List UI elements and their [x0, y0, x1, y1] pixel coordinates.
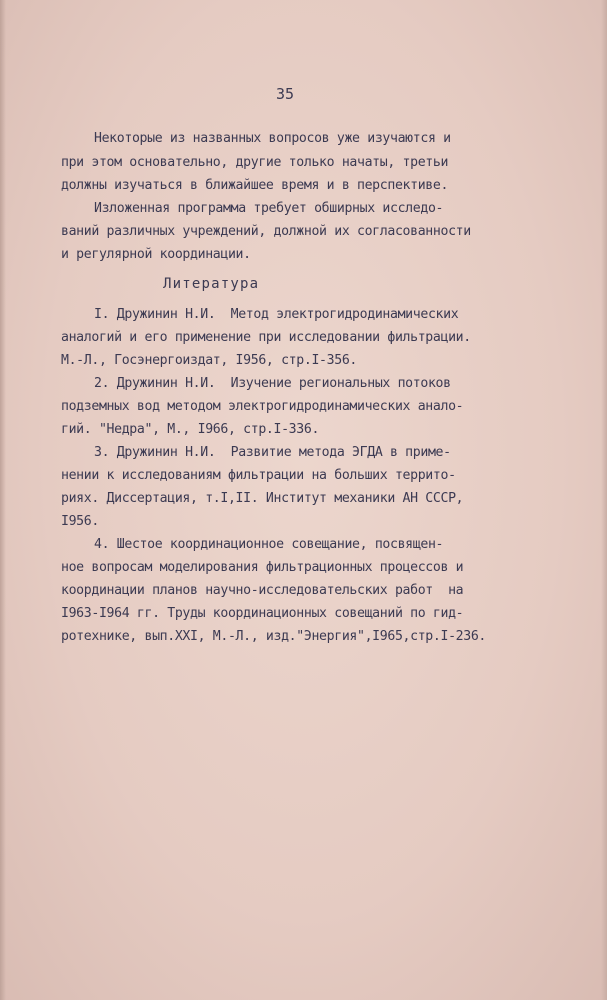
reference-line: нении к исследованиям фильтрации на больших террито- — [61, 468, 456, 483]
reference-line: гий. "Недра", М., I966, стр.I-336. — [61, 422, 320, 437]
intro-line-6: и регулярной координации. — [61, 247, 251, 262]
reference-line: аналогий и его применение при исследовании фильтрации. — [61, 330, 471, 345]
reference-line: I956. — [61, 514, 99, 529]
reference-line: 3. Дружинин Н.И. Развитие метода ЭГДА в приме- — [94, 445, 451, 460]
intro-line-2: при этом основательно, другие только начаты, третьи — [61, 155, 449, 170]
intro-line-4: Изложенная программа требует обширных исследо- — [94, 201, 444, 216]
reference-line: риях. Диссертация, т.I,II. Институт механики АН СССР, — [61, 491, 464, 506]
page-number: 35 — [276, 85, 295, 103]
intro-line-3: должны изучаться в ближайшее время и в перспективе. — [61, 178, 449, 193]
reference-line: М.-Л., Госэнергоиздат, I956, стр.I-356. — [61, 353, 357, 368]
reference-line: ное вопросам моделирования фильтрационных процессов и — [61, 560, 464, 575]
page-shadow-left — [0, 0, 6, 1000]
reference-line: подземных вод методом электрогидродинамических анало- — [61, 399, 464, 414]
reference-line: 2. Дружинин Н.И. Изучение региональных потоков — [94, 376, 451, 391]
reference-line: 4. Шестое координационное совещание, посвящен- — [94, 537, 444, 552]
reference-line: ротехнике, вып.XXI, М.-Л., изд."Энергия",I965,стр.I-236. — [61, 629, 487, 644]
reference-line: I. Дружинин Н.И. Метод электрогидродинамических — [94, 307, 459, 322]
intro-line-1: Некоторые из названных вопросов уже изучаются и — [94, 131, 451, 146]
reference-line: координации планов научно-исследовательских работ на — [61, 583, 464, 598]
literature-heading: Литература — [163, 276, 260, 292]
page-shadow-right — [601, 0, 607, 1000]
intro-line-5: ваний различных учреждений, должной их согласованности — [61, 224, 471, 239]
reference-line: I963-I964 гг. Труды координационных совещаний по гид- — [61, 606, 464, 621]
